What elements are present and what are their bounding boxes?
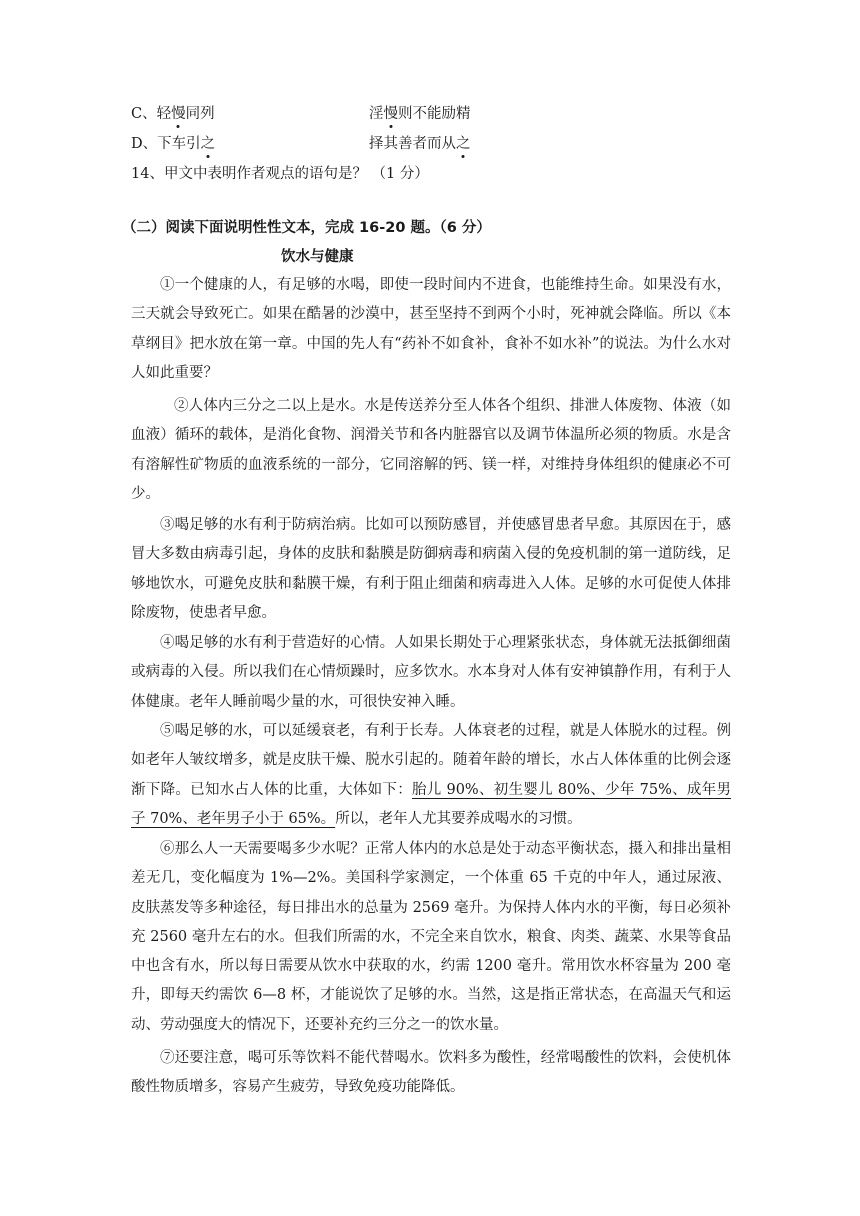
article-title: 饮水与健康 xyxy=(281,249,354,265)
paragraph-4: ④喝足够的水有利于营造好的心情。人如果长期处于心理紧张状态，身体就无法抵御细菌或病毒的入侵。所以我们在心情烦躁时，应多饮水。水本身对人体有安神镇静作用，有利于人体健康。老年人睡前喝少量的水，可很快安神入睡。 xyxy=(131,635,731,710)
underlined-ratios: 胎儿 90%、初生婴儿 80%、少年 75%、成年男子 70%、老年男子小于 65%。 xyxy=(131,781,732,827)
option-d-label: D、下车引之 xyxy=(131,136,216,152)
paragraph-6: ⑥那么人一天需要喝多少水呢？正常人体内的水总是处于动态平衡状态，摄入和排出量相差无几，变化幅度为 1%—2%。美国科学家测定，一个体重 65 千克的中年人，通过尿液、皮肤蒸发等多种途径，每日排出水的总量为 2569 毫升。为保持人体内水的平衡，每日必须补充 2560 毫升左右的水。但我们所需的水，不完全来自饮水，粮食、肉类、蔬菜、水果等食品中也含有水，所以每日需要从饮水中获取的水，约需 1200 毫升。常用饮水杯容量为 200 毫升，即每天约需饮 6—8 杯，才能说饮了足够的水。当然，这是指正常状态，在高温天气和运动、劳动强度大的情况下，还要补充约三分之一的饮水量。 xyxy=(131,841,731,1033)
paragraph-5: ⑤喝足够的水，可以延缓衰老，有利于长寿。人体衰老的过程，就是人体脱水的过程。例如老年人皱纹增多，就是皮肤干燥、脱水引起的。随着年龄的增长，水占人体体重的比例会逐渐下降。已知水占人体的比重，大体如下：胎儿 90%、初生婴儿 80%、少年 75%、成年男子 70%、老年男子小于 65%。所以，老年人尤其要养成喝水的习惯。 xyxy=(131,723,732,827)
paragraph-3: ③喝足够的水有利于防病治病。比如可以预防感冒，并使感冒患者早愈。其原因在于，感冒大多数由病毒引起，身体的皮肤和黏膜是防御病毒和病菌入侵的免疫机制的第一道防线，足够地饮水，可避免皮肤和黏膜干燥，有利于阻止细菌和病毒进入人体。足够的水可促使人体排除废物，使患者早愈。 xyxy=(131,517,731,621)
option-d-compare: 择其善者而从之 xyxy=(369,136,471,152)
section-heading: （二）阅读下面说明性性文本，完成 16-20 题。（6 分） xyxy=(122,220,491,236)
option-c-compare: 淫慢则不能励精 xyxy=(369,106,471,122)
option-c-label: C、轻慢同列 xyxy=(131,106,215,122)
paragraph-7: ⑦还要注意，喝可乐等饮料不能代替喝水。饮料多为酸性，经常喝酸性的饮料，会使机体酸性物质增多，容易产生疲劳，导致免疫功能降低。 xyxy=(131,1050,731,1096)
paragraph-1: ①一个健康的人，有足够的水喝，即使一段时间内不进食，也能维持生命。如果没有水，三天就会导致死亡。如果在酷暑的沙漠中，甚至坚持不到两个小时，死神就会降临。所以《本草纲目》把水放在第一章。中国的先人有“药补不如食补，食补不如水补”的说法。为什么水对人如此重要？ xyxy=(131,277,731,381)
question-14: 14、甲文中表明作者观点的语句是？ （1 分） xyxy=(131,166,429,182)
paragraph-2: ②人体内三分之二以上是水。水是传送养分至人体各个组织、排泄人体废物、体液（如血液）循环的载体，是消化食物、润滑关节和各内脏器官以及调节体温所必须的物质。水是含有溶解性矿物质的血液系统的一部分，它同溶解的钙、镁一样，对维持身体组织的健康必不可少。 xyxy=(131,398,731,502)
